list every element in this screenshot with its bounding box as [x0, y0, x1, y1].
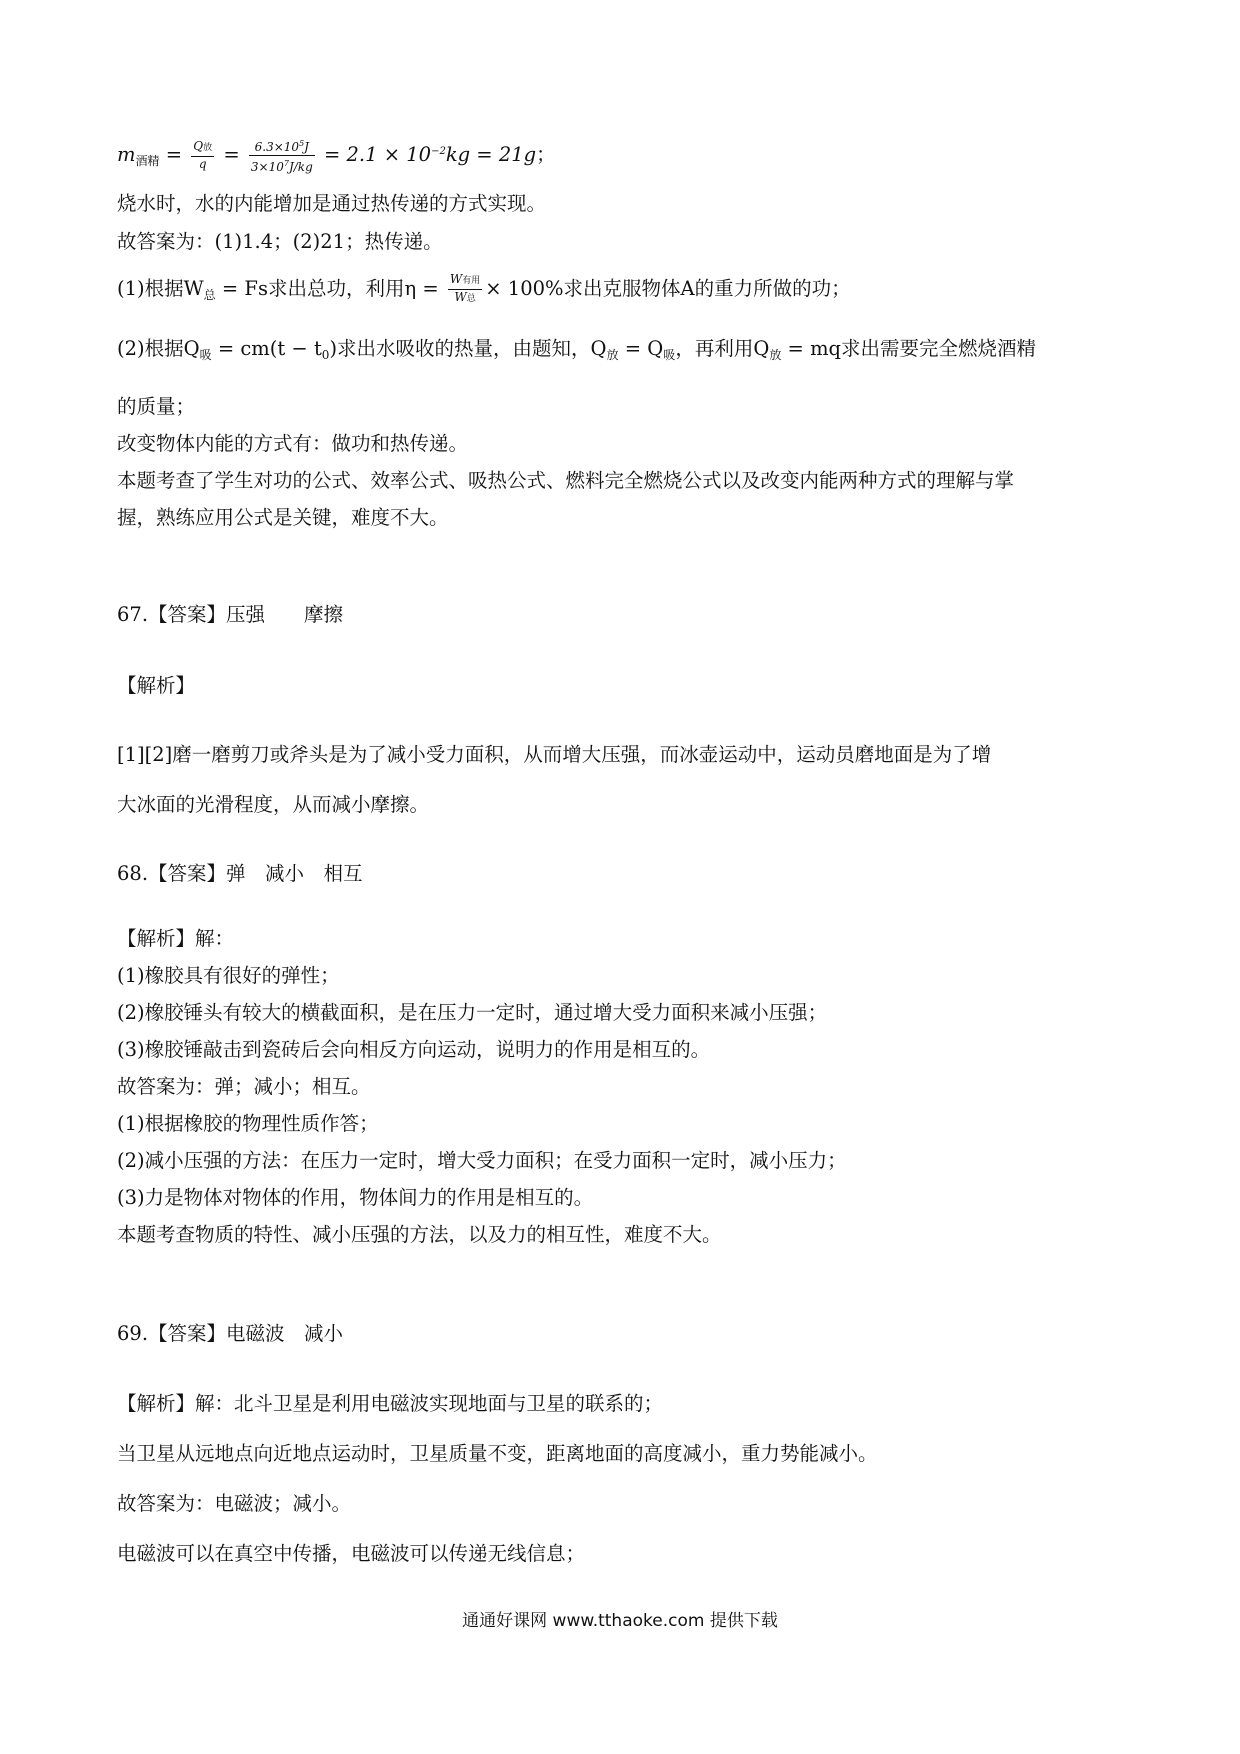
q67-analysis-p1: [1][2]磨一磨剪刀或斧头是为了减小受力面积，从而增大压强，而冰壶运动中，运动员磨地面是为了增 — [117, 743, 992, 766]
frac-den-sub: 总 — [466, 294, 476, 304]
q69-answer: 69.【答案】电磁波 减小 — [117, 1322, 344, 1345]
formula-mass-alcohol: $m_{酒精}$ = $\frac{\text{Q放}}{q}$ = $\frac{6.3\times 10^5J}{3\times 10^7J/kg}$ = $2.1 \times 10^{-2}kg = 21g$； — [117, 136, 556, 175]
formula-heat-line — [117, 335, 1036, 369]
text-segment: = Fs求出总功，利用η = — [215, 277, 445, 300]
frac-den: W — [454, 290, 467, 304]
formula-efficiency-line — [117, 272, 851, 309]
q69-line: 故答案为：电磁波；减小。 — [117, 1492, 352, 1515]
text-segment: (1)根据W — [117, 277, 204, 300]
formula-result-exp: −2 — [431, 146, 446, 157]
q68-line: (1)橡胶具有很好的弹性； — [117, 964, 340, 987]
q67-answer: 67.【答案】压强 摩擦 — [117, 603, 344, 626]
page-footer: 通通好课网 www.tthaoke.com 提供下载 — [462, 1611, 778, 1631]
formula-tail: ； — [536, 143, 556, 166]
q68-answer: 68.【答案】弹 减小 相互 — [117, 862, 363, 885]
q69-line: 当卫星从远地点向近地点运动时，卫星质量不变，距离地面的高度减小，重力势能减小。 — [117, 1442, 878, 1465]
q68-line: (3)力是物体对物体的作用，物体间力的作用是相互的。 — [117, 1186, 594, 1209]
sub-zero: 0 — [321, 348, 330, 362]
text-segment: )求出水吸收的热量，由题知，Q — [329, 337, 607, 360]
efficiency-fraction — [448, 272, 482, 307]
frac2-den-unit: J/kg — [288, 160, 313, 174]
q68-line: (2)减小压强的方法：在压力一定时，增大受力面积；在受力面积一定时，减小压力； — [117, 1149, 847, 1172]
q68-line: 故答案为：弹；减小；相互。 — [117, 1075, 371, 1098]
frac2-num: 6.3×10 — [254, 140, 300, 154]
text-segment: (2)根据Q — [117, 337, 200, 360]
q69-line: 电磁波可以在真空中传播，电磁波可以传递无线信息； — [117, 1542, 586, 1565]
q69-analysis: 【解析】解：北斗卫星是利用电磁波实现地面与卫星的联系的； — [117, 1392, 664, 1415]
formula-fraction-2 — [249, 136, 315, 175]
text-line: 握，熟练应用公式是关键，难度不大。 — [117, 506, 449, 529]
formula-lhs-sub: 酒精 — [135, 154, 160, 168]
formula-result: = 2.1 × 10 — [323, 143, 432, 166]
frac2-den: 3×10 — [250, 160, 284, 174]
q68-line: (3)橡胶锤敲击到瓷砖后会向相反方向运动，说明力的作用是相互的。 — [117, 1038, 711, 1061]
formula-fraction-1: $\frac{\text{Q放}}{q}$ — [193, 139, 213, 171]
text-segment: × 100%求出克服物体A的重力所做的功； — [485, 277, 851, 300]
text-segment: = Q — [618, 337, 664, 360]
frac1-num-sub: 放 — [203, 143, 213, 153]
text-segment: = cm(t − t — [211, 337, 322, 360]
frac2-den-exp: 7 — [283, 159, 289, 168]
frac1-den: q — [198, 157, 207, 171]
text-line: 的质量； — [117, 395, 196, 418]
q68-line: (1)根据橡胶的物理性质作答； — [117, 1112, 379, 1135]
sub-release: 放 — [606, 348, 619, 362]
frac-num-sub: 有用 — [462, 276, 481, 286]
text-line: 烧水时，水的内能增加是通过热传递的方式实现。 — [117, 192, 547, 215]
sub-absorb: 吸 — [199, 348, 212, 362]
text-segment: ，再利用Q — [675, 337, 770, 360]
sub-total: 总 — [203, 288, 216, 302]
text-line: 本题考查了学生对功的公式、效率公式、吸热公式、燃料完全燃烧公式以及改变内能两种方式的理解与掌 — [117, 469, 1015, 492]
formula-result-unit: kg = 21g — [445, 143, 537, 166]
frac-num: W — [449, 272, 463, 286]
text-segment: = mq求出需要完全燃烧酒精 — [781, 337, 1037, 360]
sub-absorb: 吸 — [663, 348, 676, 362]
q68-line: 本题考查物质的特性、减小压强的方法，以及力的相互性，难度不大。 — [117, 1223, 722, 1246]
q68-analysis-title: 【解析】解： — [117, 927, 235, 950]
q67-analysis-title: 【解析】 — [117, 674, 196, 697]
q67-analysis-p2: 大冰面的光滑程度，从而减小摩擦。 — [117, 793, 430, 816]
text-line: 改变物体内能的方式有：做功和热传递。 — [117, 432, 469, 455]
text-line: 故答案为：(1)1.4；(2)21；热传递。 — [117, 230, 443, 253]
sub-release: 放 — [769, 348, 782, 362]
frac2-num-unit: J — [304, 140, 309, 154]
q68-line: (2)橡胶锤头有较大的横截面积，是在压力一定时，通过增大受力面积来减小压强； — [117, 1001, 828, 1024]
frac2-num-exp: 5 — [299, 139, 305, 148]
